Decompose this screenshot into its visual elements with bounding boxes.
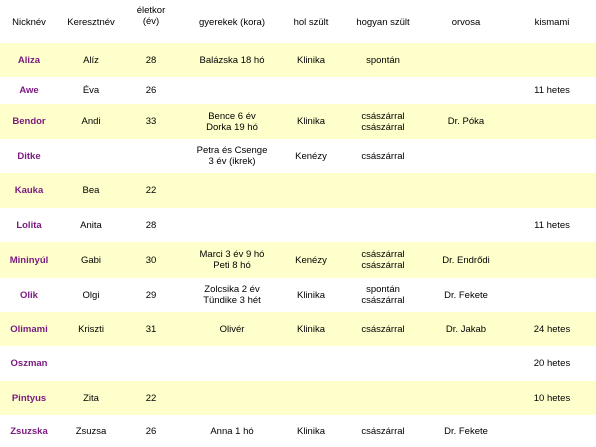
cell-nick: Zsuzska (10, 425, 48, 437)
cell-doctor (426, 381, 506, 415)
cell-doctor (426, 77, 506, 104)
cell-pregnant: 24 hetes (533, 323, 571, 335)
cell-pregnant: 20 hetes (533, 358, 571, 369)
cell-age: 28 (145, 219, 157, 231)
header-first: Keresztnév (67, 17, 115, 28)
header-nick: Nicknév (12, 17, 46, 28)
cell-first: Kriszti (78, 323, 104, 335)
cell-doctor (426, 43, 506, 77)
cell-first: Bea (82, 185, 100, 196)
cell-pregnant (512, 173, 592, 208)
cell-first: Éva (82, 85, 100, 96)
cell-place (281, 381, 341, 415)
table-row (0, 346, 596, 381)
cell-kids (177, 208, 287, 242)
cell-kids: Balázska 18 hó (199, 54, 265, 66)
table-row (0, 77, 596, 104)
cell-first: Anita (80, 219, 102, 231)
cell-first: Alíz (83, 54, 99, 66)
cell-how: spontán (366, 54, 400, 66)
cell-first (58, 346, 124, 381)
cell-how (344, 346, 422, 381)
cell-age: 29 (145, 289, 157, 301)
cell-age: 28 (145, 54, 157, 66)
cell-first: Andi (81, 116, 101, 127)
cell-nick: Bendor (12, 116, 46, 127)
cell-place (281, 208, 341, 242)
cell-kids: Marci 3 év 9 hó Peti 8 hó (199, 249, 265, 271)
cell-age (129, 139, 173, 173)
cell-place: Klinika (297, 116, 325, 127)
table-row (0, 43, 596, 77)
table-row (0, 104, 596, 139)
cell-how (344, 208, 422, 242)
cell-doctor: Dr. Endrődi (442, 254, 490, 266)
cell-doctor (426, 173, 506, 208)
cell-first: Zsuzsa (75, 425, 107, 437)
cell-pregnant (512, 415, 592, 447)
cell-place (281, 77, 341, 104)
cell-place: Kenézy (295, 150, 327, 162)
cell-kids: Zolcsika 2 év Tündike 3 hét (203, 284, 261, 306)
cell-place: Klinika (297, 425, 325, 437)
cell-doctor: Dr. Fekete (444, 289, 488, 301)
cell-kids: Olivér (219, 323, 245, 335)
cell-place: Klinika (297, 323, 325, 335)
table-row (0, 139, 596, 173)
cell-pregnant: 11 hetes (534, 85, 570, 96)
cell-pregnant (512, 139, 592, 173)
cell-place: Klinika (297, 289, 325, 301)
cell-how: császárral (361, 150, 405, 162)
table-row (0, 208, 596, 242)
cell-pregnant (512, 104, 592, 139)
cell-pregnant (512, 43, 592, 77)
cell-nick: Aliza (17, 54, 41, 66)
header-pregnant: kismami (534, 17, 570, 28)
cell-pregnant: 10 hetes (533, 392, 571, 404)
cell-kids (177, 173, 287, 208)
header-doctor: orvosa (451, 17, 481, 28)
cell-nick: Olimami (10, 323, 48, 335)
cell-first (58, 139, 124, 173)
table-row (0, 173, 596, 208)
cell-nick: Oszman (10, 358, 48, 369)
cell-pregnant: 11 hetes (534, 219, 570, 231)
cell-age: 26 (145, 425, 157, 437)
cell-first: Olgi (82, 289, 100, 301)
cell-how (344, 173, 422, 208)
cell-place (281, 173, 341, 208)
cell-kids: Petra és Csenge 3 év (ikrek) (196, 145, 268, 167)
cell-nick: Pintyus (11, 392, 47, 404)
cell-doctor (426, 139, 506, 173)
table-row (0, 312, 596, 346)
cell-doctor (426, 208, 506, 242)
cell-nick: Awe (19, 85, 39, 96)
cell-age: 26 (145, 85, 157, 96)
cell-first: Gabi (80, 254, 102, 266)
cell-nick: Ditke (17, 150, 41, 162)
cell-nick: Olik (20, 289, 38, 301)
cell-doctor: Dr. Fekete (444, 425, 488, 437)
cell-doctor: Dr. Póka (447, 116, 485, 127)
table-header (0, 0, 596, 34)
cell-age: 22 (145, 185, 157, 196)
cell-age (129, 346, 173, 381)
cell-how: spontán császárral (361, 284, 405, 306)
cell-doctor (426, 346, 506, 381)
table-row (0, 242, 596, 278)
cell-nick: Lolita (16, 219, 42, 231)
header-place: hol szült (293, 17, 329, 28)
cell-place: Kenézy (295, 254, 327, 266)
cell-doctor: Dr. Jakab (445, 323, 487, 335)
header-kids: gyerekek (kora) (199, 17, 265, 28)
table-row (0, 381, 596, 415)
cell-kids: Anna 1 hó (210, 425, 254, 437)
header-how: hogyan szült (356, 17, 410, 28)
cell-first: Zita (83, 392, 99, 404)
cell-kids (177, 346, 287, 381)
cell-nick: Mininyúl (9, 254, 49, 266)
cell-kids: Bence 6 év Dorka 19 hó (206, 110, 258, 133)
cell-nick: Kauka (14, 185, 44, 196)
cell-how: császárral császárral (361, 110, 405, 133)
header-age: életkor (év) (136, 5, 166, 27)
cell-age: 22 (145, 392, 157, 404)
cell-kids (177, 381, 287, 415)
cell-how: császárral (361, 425, 405, 437)
cell-kids (177, 77, 287, 104)
cell-place (281, 346, 341, 381)
cell-pregnant (512, 242, 592, 278)
cell-pregnant (512, 278, 592, 312)
cell-age: 30 (145, 254, 157, 266)
cell-place: Klinika (297, 54, 325, 66)
table-row (0, 415, 596, 447)
cell-how: császárral (361, 323, 405, 335)
cell-how: császárral császárral (361, 249, 405, 271)
table-row (0, 278, 596, 312)
cell-how (344, 381, 422, 415)
cell-how (344, 77, 422, 104)
cell-age: 31 (145, 323, 157, 335)
cell-age: 33 (145, 116, 157, 127)
